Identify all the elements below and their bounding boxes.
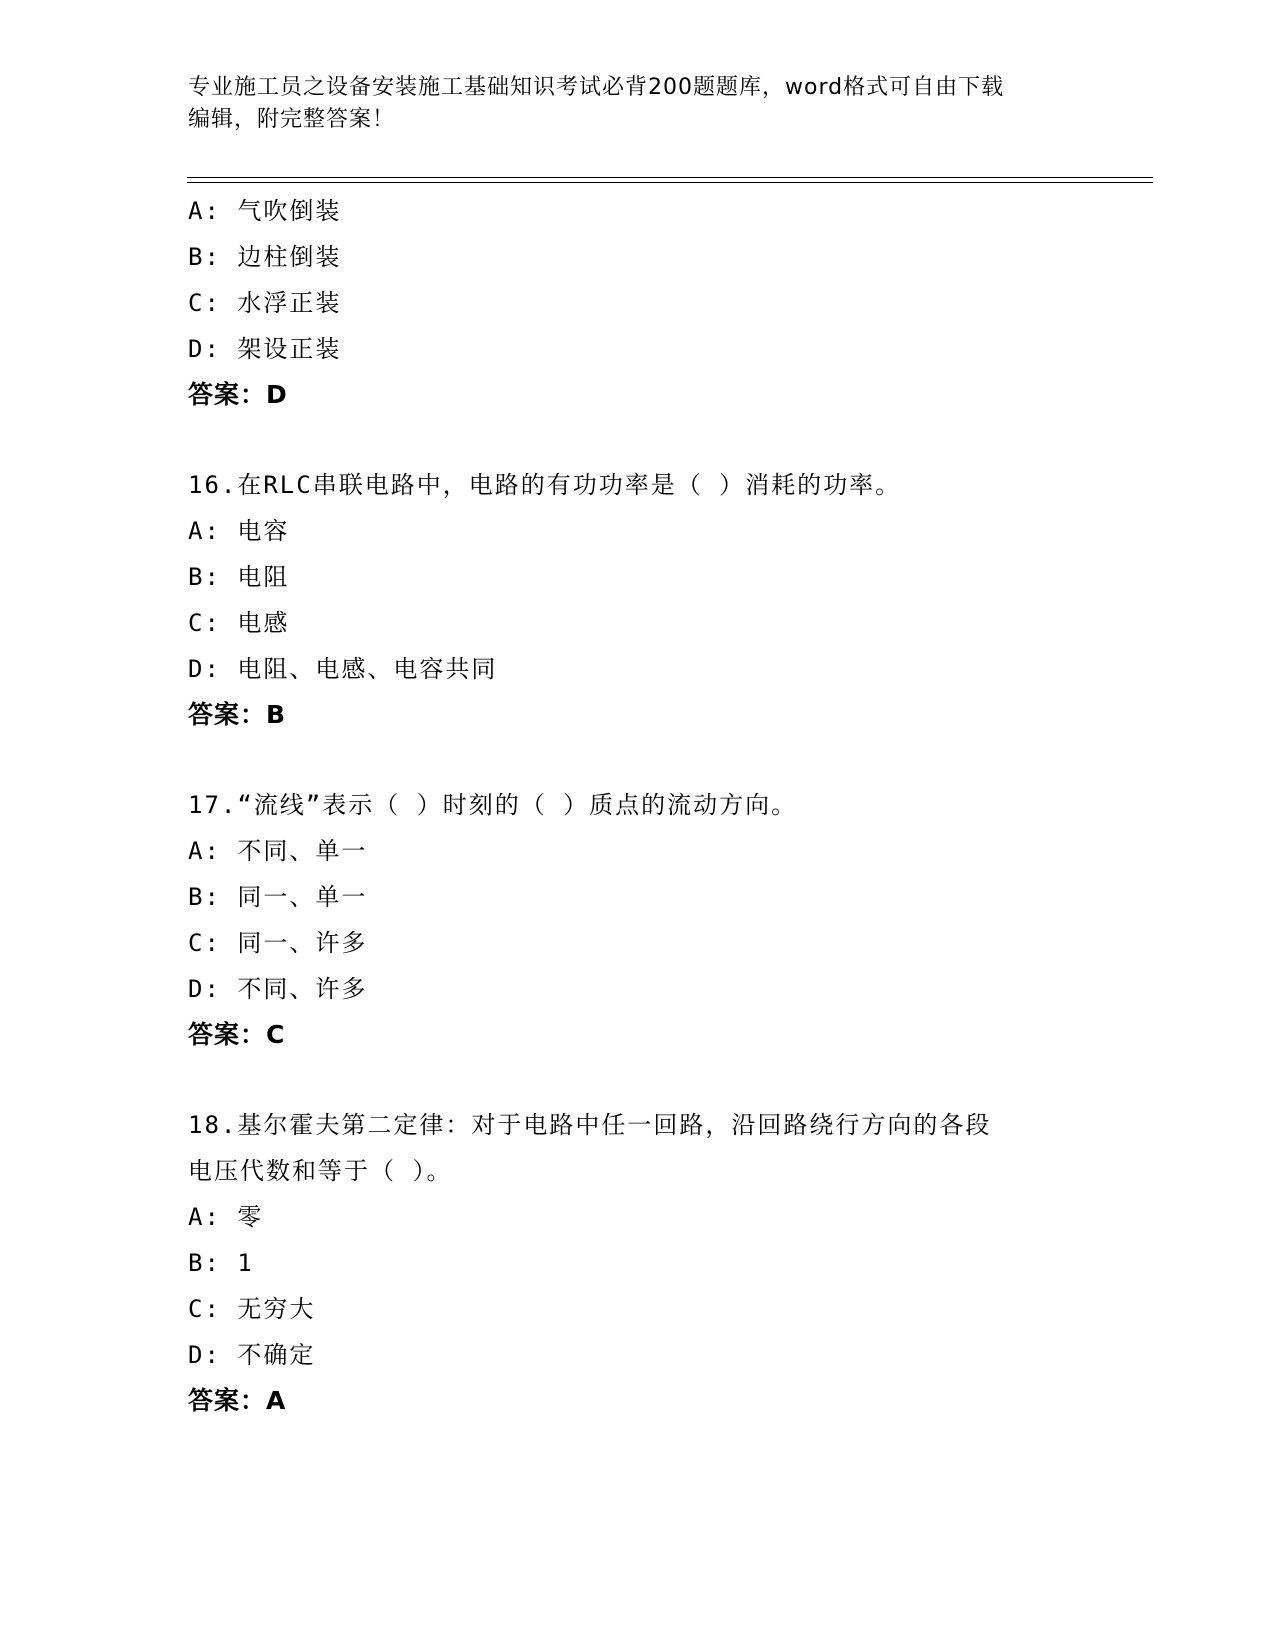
header-line-1: 专业施工员之设备安装施工基础知识考试必背200题题库，word格式可自由下载 xyxy=(188,75,1005,100)
question-title-line: 17.“流线”表示（ ）时刻的（ ）质点的流动方向。 xyxy=(188,791,798,819)
option-b: B: 1 xyxy=(188,1249,254,1277)
option-d: D: 不同、许多 xyxy=(188,975,368,1003)
option-c: C: 无穷大 xyxy=(188,1295,316,1323)
question-title xyxy=(188,782,1088,828)
question-title xyxy=(188,462,1088,508)
question-title-line-2: 电压代数和等于（ ）。 xyxy=(188,1157,453,1185)
answer: 答案：C xyxy=(188,1020,286,1049)
option-a: A: 零 xyxy=(188,1203,264,1231)
question-15 xyxy=(188,188,1088,418)
question-title-line: 16.在RLC串联电路中，电路的有功功率是（ ）消耗的功率。 xyxy=(188,471,902,499)
option-a: A: 气吹倒装 xyxy=(188,197,342,225)
question-17 xyxy=(188,782,1088,1058)
option-c: C: 水浮正装 xyxy=(188,289,342,317)
document-header xyxy=(188,72,1088,136)
option-c: C: 同一、许多 xyxy=(188,929,368,957)
question-title-line-1: 18.基尔霍夫第二定律：对于电路中任一回路，沿回路绕行方向的各段 xyxy=(188,1111,992,1139)
option-a: A: 不同、单一 xyxy=(188,837,368,865)
option-c: C: 电感 xyxy=(188,609,290,637)
question-16 xyxy=(188,462,1088,738)
header-divider-bottom xyxy=(187,182,1153,183)
option-d: D: 电阻、电感、电容共同 xyxy=(188,655,498,683)
answer: 答案：D xyxy=(188,380,288,409)
option-d: D: 不确定 xyxy=(188,1341,316,1369)
option-b: B: 同一、单一 xyxy=(188,883,368,911)
answer: 答案：A xyxy=(188,1386,287,1415)
answer: 答案：B xyxy=(188,700,287,729)
option-d: D: 架设正装 xyxy=(188,335,342,363)
header-line-2: 编辑，附完整答案！ xyxy=(188,107,396,132)
question-list xyxy=(188,188,1088,1424)
question-18 xyxy=(188,1102,1088,1424)
option-a: A: 电容 xyxy=(188,517,290,545)
option-b: B: 边柱倒装 xyxy=(188,243,342,271)
header-divider-top xyxy=(187,177,1153,178)
question-title xyxy=(188,1102,1088,1194)
option-b: B: 电阻 xyxy=(188,563,290,591)
